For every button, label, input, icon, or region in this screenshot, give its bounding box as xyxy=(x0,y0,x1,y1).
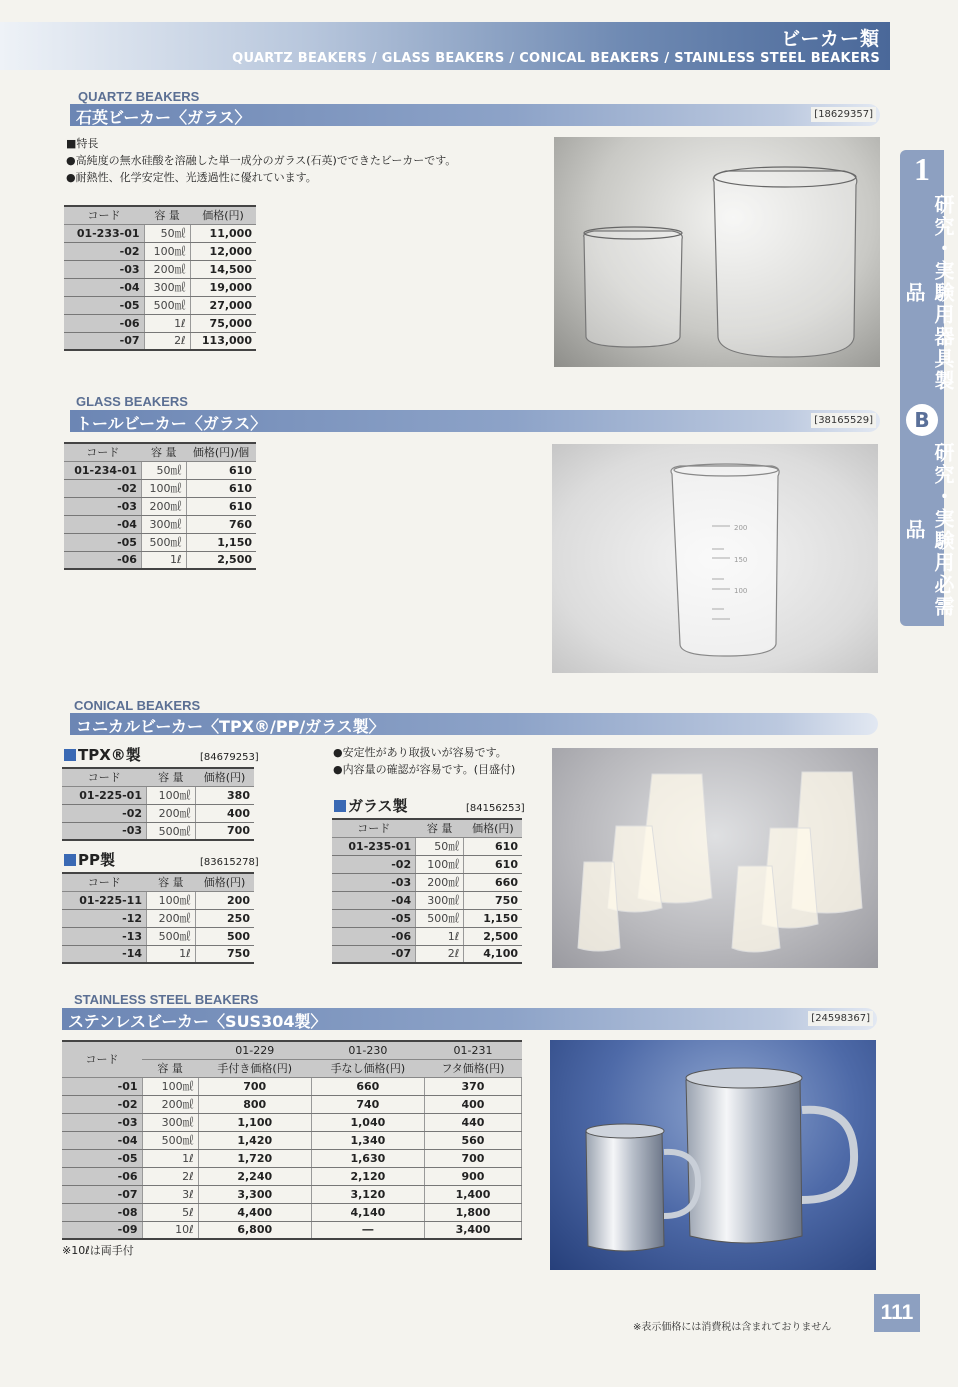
cell-price: 750 xyxy=(195,945,254,963)
stainless-section-en: STAINLESS STEEL BEAKERS xyxy=(74,992,259,1007)
conical-title: コニカルビーカー〈TPX®/PP/ガラス製〉 xyxy=(76,717,385,736)
tpx-price-table xyxy=(62,767,254,841)
conical-feature-1: ●安定性があり取扱いが容易です。 xyxy=(333,746,507,759)
table-row xyxy=(62,927,254,945)
cell-code: -08 xyxy=(62,1203,142,1221)
conical-section-bar xyxy=(70,713,878,735)
cell-capacity: 500㎖ xyxy=(141,533,186,551)
cell-capacity: 300㎖ xyxy=(142,1113,198,1131)
cell-price: 2,500 xyxy=(186,551,256,569)
table-row xyxy=(64,260,256,278)
cell-capacity: 200㎖ xyxy=(144,260,190,278)
cell-capacity: 2ℓ xyxy=(142,1167,198,1185)
conical-features xyxy=(333,744,515,778)
cell-no-handle-price: 1,630 xyxy=(311,1149,424,1167)
cell-capacity: 1ℓ xyxy=(144,314,190,332)
glass-catalog-no: [38165529] xyxy=(811,413,876,428)
cell-lid-price: 900 xyxy=(424,1167,521,1185)
table-row xyxy=(62,1167,522,1185)
table-row xyxy=(64,332,256,350)
cell-code: -14 xyxy=(62,945,147,963)
cell-capacity: 2ℓ xyxy=(144,332,190,350)
cell-lid-price: 3,400 xyxy=(424,1221,521,1239)
table-row xyxy=(332,837,522,855)
cell-price: 14,500 xyxy=(190,260,256,278)
conical-beaker-photo xyxy=(552,748,878,968)
stainless-note: ※10ℓは両手付 xyxy=(62,1244,134,1257)
cell-capacity: 500㎖ xyxy=(147,927,196,945)
cell-no-handle-price: 4,140 xyxy=(311,1203,424,1221)
glass-title: トールビーカー〈ガラス〉 xyxy=(76,414,267,433)
cell-price: 500 xyxy=(195,927,254,945)
cell-code: -05 xyxy=(332,909,416,927)
cell-no-handle-price: 660 xyxy=(311,1077,424,1095)
col-with-handle-price: 手付き価格(円) xyxy=(198,1059,311,1077)
conical-section-en: CONICAL BEAKERS xyxy=(74,698,201,713)
cell-capacity: 500㎖ xyxy=(147,822,196,840)
conical-glass-label: ガラス製 xyxy=(348,797,408,815)
stainless-price-table xyxy=(62,1040,522,1240)
cell-capacity: 50㎖ xyxy=(144,224,190,242)
scale-mark-100: 100 xyxy=(734,587,748,595)
cell-capacity: 1ℓ xyxy=(416,927,464,945)
col-series-231: 01-231 xyxy=(424,1041,521,1059)
cell-code: 01-233-01 xyxy=(64,224,144,242)
pp-label: PP製 xyxy=(78,851,115,869)
table-row xyxy=(64,242,256,260)
cell-code: -04 xyxy=(62,1131,142,1149)
cell-lid-price: 370 xyxy=(424,1077,521,1095)
col-capacity: 容 量 xyxy=(416,819,464,837)
chapter-label: 研究・実験用器具製品 xyxy=(902,194,955,392)
table-row xyxy=(62,1113,522,1131)
cell-code: -03 xyxy=(332,873,416,891)
cell-capacity: 300㎖ xyxy=(141,515,186,533)
pp-catalog-no: [83615278] xyxy=(200,857,259,868)
cell-price: 760 xyxy=(186,515,256,533)
table-row xyxy=(62,891,254,909)
table-row xyxy=(62,1185,522,1203)
quartz-beaker-image xyxy=(554,137,880,367)
quartz-section-bar xyxy=(70,104,880,126)
table-row xyxy=(62,822,254,840)
cell-lid-price: 560 xyxy=(424,1131,521,1149)
cell-capacity: 1ℓ xyxy=(141,551,186,569)
tax-note: ※表示価格には消費税は含まれておりません xyxy=(633,1322,832,1333)
cell-capacity: 50㎖ xyxy=(416,837,464,855)
conical-beakers-image xyxy=(552,748,878,968)
col-code: コード xyxy=(62,1041,142,1077)
col-blank xyxy=(142,1041,198,1059)
col-price: 価格(円) xyxy=(464,819,522,837)
pp-price-table xyxy=(62,872,254,964)
quartz-catalog-no: [18629357] xyxy=(811,107,876,122)
col-lid-price: フタ価格(円) xyxy=(424,1059,521,1077)
glass-price-table xyxy=(64,442,256,570)
quartz-feature-1: ●高純度の無水硅酸を溶融した単一成分のガラス(石英)でできたビーカーです。 xyxy=(66,154,457,167)
conical-glass-subhead xyxy=(334,795,408,816)
cell-code: -02 xyxy=(62,1095,142,1113)
table-row xyxy=(64,314,256,332)
cell-with-handle-price: 1,420 xyxy=(198,1131,311,1149)
table-row xyxy=(62,804,254,822)
table-row xyxy=(64,497,256,515)
cell-capacity: 300㎖ xyxy=(416,891,464,909)
col-capacity: 容 量 xyxy=(147,768,196,786)
cell-with-handle-price: 2,240 xyxy=(198,1167,311,1185)
cell-code: 01-225-11 xyxy=(62,891,147,909)
cell-code: -03 xyxy=(64,497,141,515)
cell-no-handle-price: 3,120 xyxy=(311,1185,424,1203)
cell-capacity: 50㎖ xyxy=(141,461,186,479)
cell-capacity: 200㎖ xyxy=(141,497,186,515)
cell-code: -04 xyxy=(64,515,141,533)
cell-capacity: 500㎖ xyxy=(416,909,464,927)
col-no-handle-price: 手なし価格(円) xyxy=(311,1059,424,1077)
conical-glass-price-table xyxy=(332,818,522,964)
cell-no-handle-price: ― xyxy=(311,1221,424,1239)
cell-price: 4,100 xyxy=(464,945,522,963)
table-row xyxy=(62,1149,522,1167)
cell-code: -06 xyxy=(64,551,141,569)
cell-price: 19,000 xyxy=(190,278,256,296)
cell-lid-price: 1,400 xyxy=(424,1185,521,1203)
cell-with-handle-price: 700 xyxy=(198,1077,311,1095)
cell-price: 12,000 xyxy=(190,242,256,260)
quartz-features xyxy=(66,135,456,186)
cell-capacity: 100㎖ xyxy=(141,479,186,497)
stainless-section-bar xyxy=(62,1008,877,1030)
cell-code: -06 xyxy=(332,927,416,945)
pp-subhead xyxy=(64,849,115,870)
cell-capacity: 100㎖ xyxy=(142,1077,198,1095)
cell-code: -02 xyxy=(64,479,141,497)
quartz-section-en: QUARTZ BEAKERS xyxy=(78,89,200,104)
stainless-beakers-image xyxy=(550,1040,876,1270)
scale-mark-200: 200 xyxy=(734,524,748,532)
table-row xyxy=(332,945,522,963)
cell-capacity: 1ℓ xyxy=(142,1149,198,1167)
cell-code: -13 xyxy=(62,927,147,945)
cell-price: 113,000 xyxy=(190,332,256,350)
cell-price: 1,150 xyxy=(464,909,522,927)
table-row xyxy=(332,855,522,873)
cell-code: -05 xyxy=(64,533,141,551)
col-price: 価格(円)/個 xyxy=(186,443,256,461)
quartz-feature-head: ■特長 xyxy=(66,137,99,150)
table-row xyxy=(62,1221,522,1239)
cell-capacity: 500㎖ xyxy=(142,1131,198,1149)
col-code: コード xyxy=(64,206,144,224)
cell-price: 11,000 xyxy=(190,224,256,242)
cell-code: -06 xyxy=(64,314,144,332)
cell-code: -04 xyxy=(64,278,144,296)
table-row xyxy=(62,1203,522,1221)
cell-code: -06 xyxy=(62,1167,142,1185)
page-number: 111 xyxy=(874,1294,920,1332)
cell-no-handle-price: 740 xyxy=(311,1095,424,1113)
cell-capacity: 500㎖ xyxy=(144,296,190,314)
cell-with-handle-price: 1,720 xyxy=(198,1149,311,1167)
cell-capacity: 1ℓ xyxy=(147,945,196,963)
cell-with-handle-price: 1,100 xyxy=(198,1113,311,1131)
col-price: 価格(円) xyxy=(190,206,256,224)
col-capacity: 容 量 xyxy=(147,873,196,891)
cell-price: 27,000 xyxy=(190,296,256,314)
cell-price: 200 xyxy=(195,891,254,909)
cell-capacity: 200㎖ xyxy=(416,873,464,891)
cell-with-handle-price: 3,300 xyxy=(198,1185,311,1203)
quartz-title: 石英ビーカー〈ガラス〉 xyxy=(76,108,251,127)
cell-code: -09 xyxy=(62,1221,142,1239)
cell-price: 75,000 xyxy=(190,314,256,332)
stainless-beaker-photo xyxy=(550,1040,876,1270)
cell-code: -07 xyxy=(64,332,144,350)
cell-code: 01-235-01 xyxy=(332,837,416,855)
table-row xyxy=(64,296,256,314)
table-row xyxy=(62,1131,522,1149)
cell-price: 250 xyxy=(195,909,254,927)
chapter-number: 1 xyxy=(914,151,930,187)
glass-section-bar xyxy=(70,410,880,432)
cell-with-handle-price: 6,800 xyxy=(198,1221,311,1239)
quartz-beaker-photo xyxy=(554,137,880,367)
cell-no-handle-price: 1,340 xyxy=(311,1131,424,1149)
cell-code: -07 xyxy=(332,945,416,963)
cell-price: 610 xyxy=(464,837,522,855)
cell-capacity: 100㎖ xyxy=(144,242,190,260)
table-row xyxy=(62,945,254,963)
cell-capacity: 100㎖ xyxy=(416,855,464,873)
square-bullet-icon xyxy=(64,854,76,866)
cell-price: 380 xyxy=(195,786,254,804)
table-row xyxy=(62,909,254,927)
cell-price: 610 xyxy=(186,461,256,479)
header-title-en: QUARTZ BEAKERS / GLASS BEAKERS / CONICAL BEAKERS / STAINLESS STEEL BEAKERS xyxy=(232,51,880,66)
cell-lid-price: 1,800 xyxy=(424,1203,521,1221)
glass-beaker-photo xyxy=(552,444,878,673)
cell-code: -07 xyxy=(62,1185,142,1203)
section-badge: B xyxy=(906,404,938,436)
section-label: 研究・実験用必需品 xyxy=(902,442,955,618)
cell-price: 1,150 xyxy=(186,533,256,551)
table-row xyxy=(62,786,254,804)
table-row xyxy=(64,278,256,296)
glass-section-en: GLASS BEAKERS xyxy=(76,394,188,409)
table-row xyxy=(332,909,522,927)
cell-price: 610 xyxy=(464,855,522,873)
cell-code: -04 xyxy=(332,891,416,909)
cell-code: -03 xyxy=(64,260,144,278)
cell-lid-price: 440 xyxy=(424,1113,521,1131)
col-series-229: 01-229 xyxy=(198,1041,311,1059)
cell-capacity: 200㎖ xyxy=(147,804,196,822)
stainless-title: ステンレスビーカー〈SUS304製〉 xyxy=(68,1012,327,1031)
cell-capacity: 100㎖ xyxy=(147,891,196,909)
side-index-tab[interactable] xyxy=(900,150,955,626)
table-row xyxy=(332,891,522,909)
table-row xyxy=(64,551,256,569)
cell-code: -02 xyxy=(62,804,147,822)
table-row xyxy=(64,533,256,551)
table-row xyxy=(64,515,256,533)
cell-price: 700 xyxy=(195,822,254,840)
cell-capacity: 200㎖ xyxy=(142,1095,198,1113)
cell-with-handle-price: 4,400 xyxy=(198,1203,311,1221)
cell-lid-price: 400 xyxy=(424,1095,521,1113)
cell-no-handle-price: 1,040 xyxy=(311,1113,424,1131)
cell-code: -05 xyxy=(62,1149,142,1167)
cell-capacity: 3ℓ xyxy=(142,1185,198,1203)
col-price: 価格(円) xyxy=(195,873,254,891)
col-capacity: 容 量 xyxy=(144,206,190,224)
tpx-subhead xyxy=(64,744,141,765)
cell-no-handle-price: 2,120 xyxy=(311,1167,424,1185)
col-series-230: 01-230 xyxy=(311,1041,424,1059)
col-capacity: 容 量 xyxy=(141,443,186,461)
cell-price: 610 xyxy=(186,479,256,497)
cell-price: 750 xyxy=(464,891,522,909)
cell-code: 01-225-01 xyxy=(62,786,147,804)
cell-code: -02 xyxy=(332,855,416,873)
cell-capacity: 300㎖ xyxy=(144,278,190,296)
cell-code: 01-234-01 xyxy=(64,461,141,479)
table-row xyxy=(64,461,256,479)
table-row xyxy=(62,1095,522,1113)
header-title-jp: ビーカー類 xyxy=(781,28,880,50)
col-code: コード xyxy=(62,768,147,786)
cell-capacity: 5ℓ xyxy=(142,1203,198,1221)
conical-feature-2: ●内容量の確認が容易です。(目盛付) xyxy=(333,763,516,776)
col-capacity: 容 量 xyxy=(142,1059,198,1077)
square-bullet-icon xyxy=(64,749,76,761)
col-code: コード xyxy=(64,443,141,461)
col-code: コード xyxy=(62,873,147,891)
quartz-feature-2: ●耐熱性、化学安定性、光透過性に優れています。 xyxy=(66,171,317,184)
cell-code: -03 xyxy=(62,1113,142,1131)
stainless-catalog-no: [24598367] xyxy=(808,1011,873,1026)
cell-code: -03 xyxy=(62,822,147,840)
page-header xyxy=(0,22,890,70)
tpx-label: TPX®製 xyxy=(78,746,141,764)
cell-capacity: 100㎖ xyxy=(147,786,196,804)
conical-glass-catalog-no: [84156253] xyxy=(466,803,525,814)
table-row xyxy=(332,927,522,945)
col-code: コード xyxy=(332,819,416,837)
cell-code: -01 xyxy=(62,1077,142,1095)
cell-capacity: 200㎖ xyxy=(147,909,196,927)
quartz-price-table xyxy=(64,205,256,351)
table-row xyxy=(64,224,256,242)
cell-code: -12 xyxy=(62,909,147,927)
cell-price: 2,500 xyxy=(464,927,522,945)
cell-lid-price: 700 xyxy=(424,1149,521,1167)
scale-mark-150: 150 xyxy=(734,556,748,564)
cell-capacity: 10ℓ xyxy=(142,1221,198,1239)
table-row xyxy=(64,479,256,497)
cell-code: -05 xyxy=(64,296,144,314)
cell-price: 610 xyxy=(186,497,256,515)
tall-beaker-image xyxy=(552,444,878,673)
cell-with-handle-price: 800 xyxy=(198,1095,311,1113)
cell-price: 400 xyxy=(195,804,254,822)
square-bullet-icon xyxy=(334,800,346,812)
col-price: 価格(円) xyxy=(195,768,254,786)
cell-price: 660 xyxy=(464,873,522,891)
cell-code: -02 xyxy=(64,242,144,260)
tpx-catalog-no: [84679253] xyxy=(200,752,259,763)
table-row xyxy=(62,1077,522,1095)
table-row xyxy=(332,873,522,891)
cell-capacity: 2ℓ xyxy=(416,945,464,963)
